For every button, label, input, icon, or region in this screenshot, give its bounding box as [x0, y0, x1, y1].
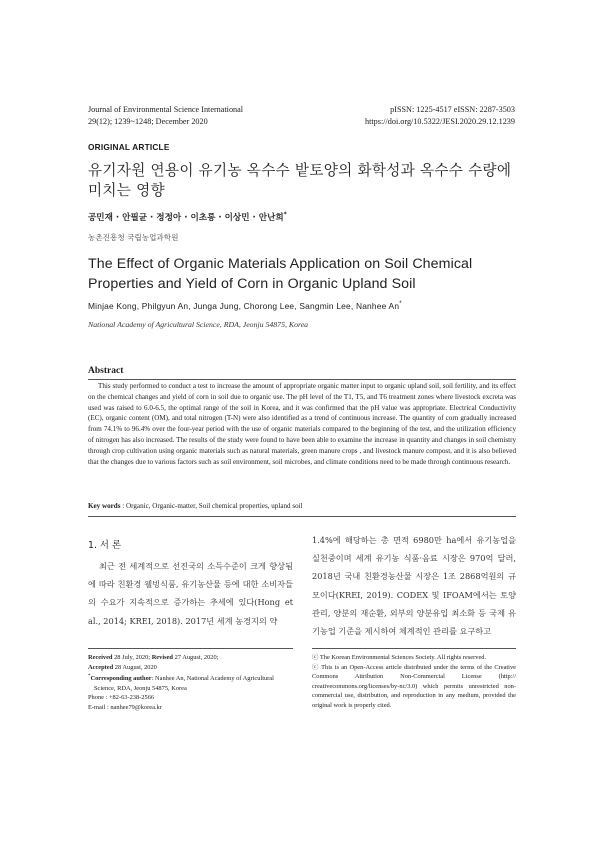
issn: pISSN: 1225-4517 eISSN: 2287-3503 [390, 105, 515, 114]
email[interactable]: E-mail : nanhee79@korea.kr [88, 703, 162, 711]
korean-affiliation: 농촌진흥청 국립농업과학원 [88, 233, 179, 242]
keywords-divider [88, 516, 516, 517]
keywords [88, 501, 516, 511]
accepted-label: Accepted [88, 663, 114, 671]
english-title-line-2: Properties and Yield of Corn in Organic Upland Soil [88, 275, 416, 292]
doi-link[interactable]: https://doi.org/10.5322/JESI.2020.29.12.1239 [365, 117, 515, 126]
english-title [88, 255, 518, 294]
keywords-label: Key words [88, 502, 121, 510]
english-title-line-1: The Effect of Organic Materials Application on Soil Chemical [88, 256, 473, 272]
korean-title [88, 161, 516, 201]
received-revised-line [88, 653, 293, 663]
article-history-footnote [88, 653, 293, 712]
license-text: ⓒ This is an Open-Access article distributed under the terms of the Creative Commons Attribution Non-Commercial License (http:// creativecommons.org/licenses/by-nc/3.0) which permits unrestricted non-commercial use, distribution, and reproduction in any medium, provided the original work is properly cited. [312, 663, 516, 709]
corresponding-label: Corresponding author [90, 675, 152, 683]
received-label: Received [88, 654, 113, 661]
corresponding-mark: * [399, 301, 402, 308]
footnote-divider-right [312, 648, 516, 649]
article-type-label: ORIGINAL ARTICLE [88, 142, 170, 152]
revised-label: Revised [151, 654, 173, 661]
footnote-divider-left [88, 648, 293, 649]
corresponding-author-line: *Corresponding author: Nanhee An, National Academy of Agricultural [88, 674, 274, 683]
english-affiliation: National Academy of Agricultural Science, RDA, Jeonju 54875, Korea [88, 320, 309, 329]
journal-identifiers [300, 104, 515, 128]
journal-name: Journal of Environmental Science International [88, 105, 244, 114]
copyright-line: ⓒ The Korean Environmental Sciences Society. All rights reserved. [312, 654, 487, 661]
accepted-line [88, 663, 293, 673]
korean-authors [88, 211, 287, 223]
corresponding-mark: * [283, 211, 287, 219]
english-author-list: Minjae Kong, Philgyun An, Junga Jung, Chorong Lee, Sangmin Lee, Nanhee An [88, 301, 400, 311]
section-title: 1. 서 론 [88, 540, 122, 551]
volume-pages: 29(12); 1239~1248; December 2020 [88, 117, 208, 126]
english-authors [88, 301, 402, 311]
abstract-heading: Abstract [88, 366, 124, 376]
body-right-column: 1.4%에 해당하는 총 면적 6980만 ha에서 유기농업을 실천중이며 세계 유기농 식품·음료 시장은 970억 달러, 2018년 국내 친환경농산물 시장은 1조 2868억원의 규모이다(KREI, 2019). CODEX 및 IFOAM에서는 토양관리, 양분의 재순환, 외부의 양분유입 최소화 등 국제 유기농업 기준을 제시하여 체계적인 관리를 요구하고 [312, 535, 516, 637]
phone: Phone : +82-63-238-2566 [88, 694, 155, 702]
corresponding-text: : Nanhee An, National Academy of Agricultural [151, 675, 274, 683]
body-left-column: 최근 전 세계적으로 선진국의 소득수준이 크게 향상됨에 따라 친환경 웰빙식품, 유기농산물 등에 대한 소비자들의 수요가 지속적으로 증가하는 추세에 있다(Hong et al., 2014; KREI, 2018). 2017년 세계 농경지의 약 [88, 561, 293, 626]
korean-author-list: 공민재 · 안필균 · 정정아 · 이초롱 · 이상민 · 안난희 [88, 213, 284, 223]
korean-title-line-1: 유기자원 연용이 유기농 옥수수 밭토양의 화학성과 옥수수 수량에 [88, 162, 512, 179]
accepted-date: 28 August, 2020 [113, 663, 157, 671]
journal-citation [88, 104, 243, 128]
copyright-footnote [312, 653, 516, 710]
korean-title-line-2: 미치는 영향 [88, 182, 165, 199]
corresponding-address: Science, RDA, Jeonju 54875, Korea [94, 684, 187, 692]
received-date: 28 July, 2020; [112, 654, 152, 661]
keywords-list: : Organic, Organic-matter, Soil chemical properties, upland soil [120, 502, 303, 510]
abstract-divider [88, 379, 516, 380]
abstract-body: This study performed to conduct a test to increase the amount of appropriate organic matter input to organic upland soil, soil fertility, and its effect on the chemical changes and yield of corn in soil due to organic use. The pH level of the T1, T5, and T6 treatment zones where livestock excreta was used was raised to 6.0-6.5, the optimal range of the soil in Korea, and it was confirmed that the pH value was appropriate. Electrical Conductivity (EC), organic content (OM), and total nitrogen (T-N) were also identified as a trend of continuous increase. The quantity of corn gradually increased from 74.1% to 96.4% over the four-year period with the use of organic materials compared to the beginning of the test, and the utilization efficiency of nitrogen has also increased. The results of the study were found to have been able to examine the increase in quantity and changes in soil chemistry through crop cultivation using organic materials such as natural materials, green manure crops , and livestock manure compost, and it is also believed that the changes due to various factors such as soil environment, soil microbes, and climate conditions need to be made through continuous research. [88, 382, 516, 466]
revised-date: 27 August, 2020; [173, 654, 219, 661]
